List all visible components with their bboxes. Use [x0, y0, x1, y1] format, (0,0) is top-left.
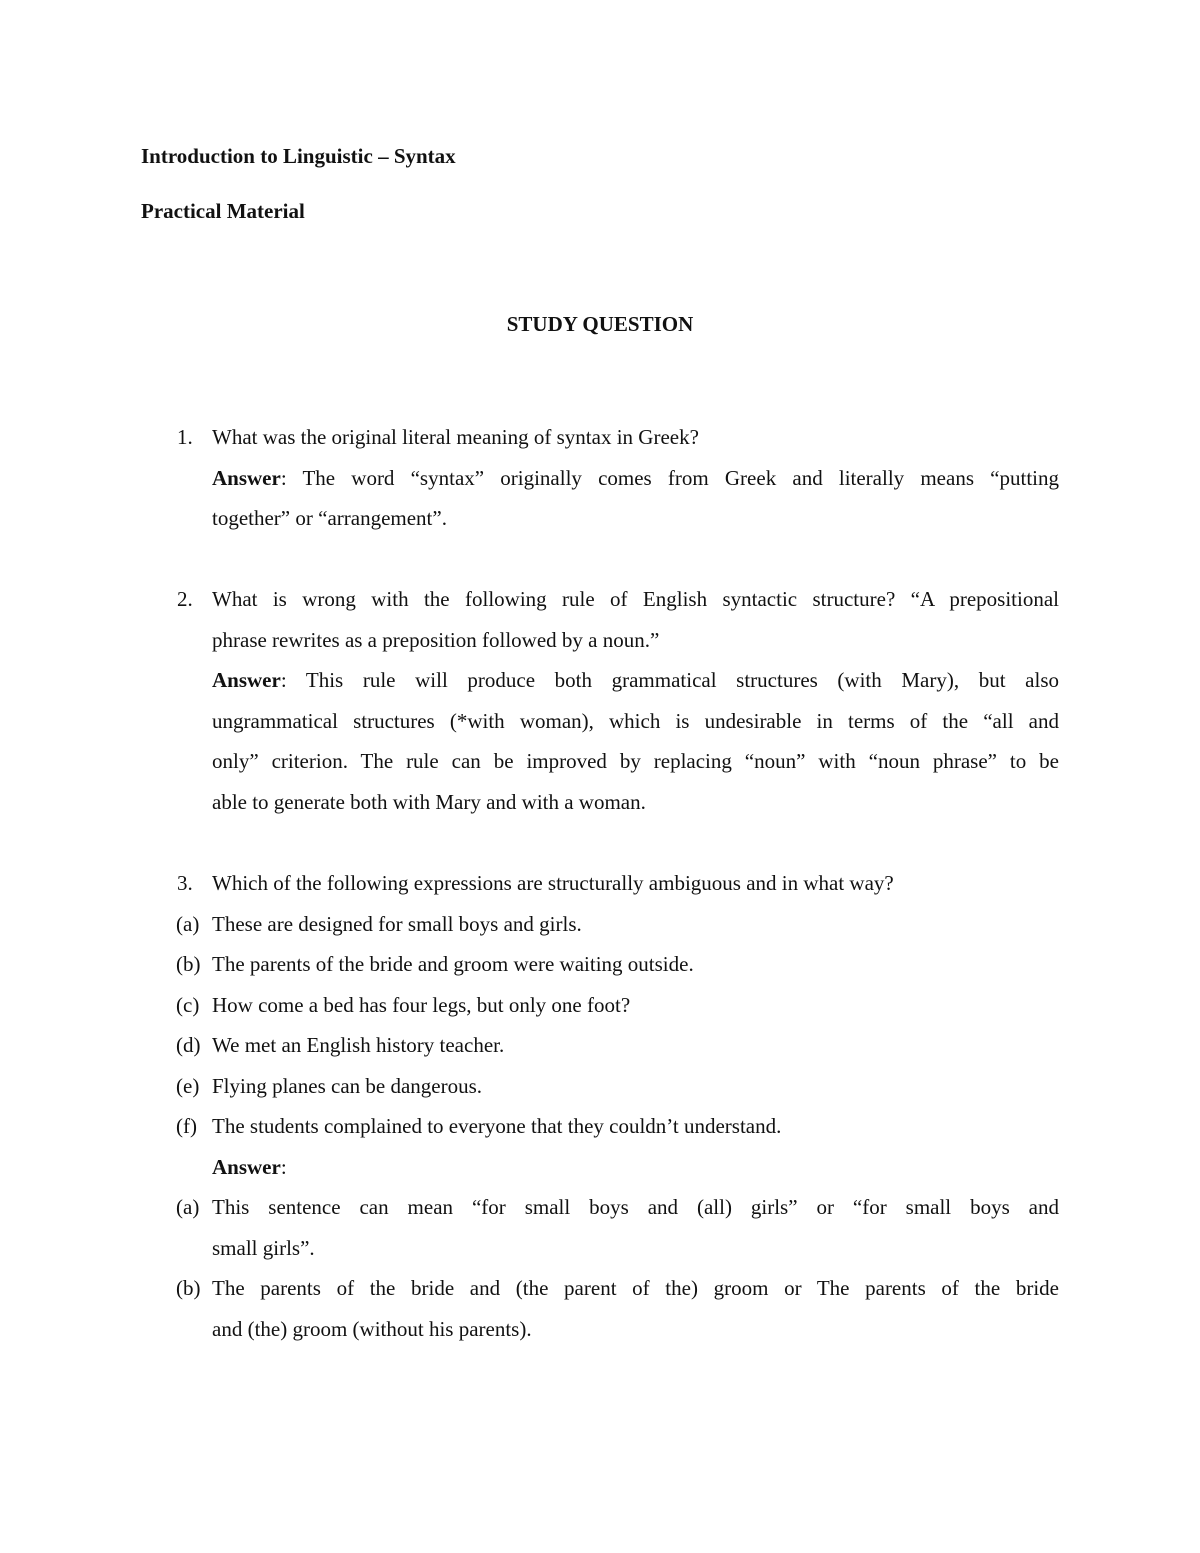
item-text: The parents of the bride and groom were waiting outside.	[212, 952, 694, 976]
question-number: 2.	[177, 587, 193, 611]
answer-line: ungrammatical structures (*with woman), which is undesirable in terms of the “all and	[212, 708, 1059, 733]
question-text: phrase rewrites as a preposition followed by a noun.”	[212, 627, 660, 652]
list-item	[141, 1025, 1059, 1066]
question-body	[212, 417, 1059, 539]
item-text: The students complained to everyone that they couldn’t understand.	[212, 1114, 782, 1138]
answer-line: This sentence can mean “for small boys and (all) girls” or “for small boys and	[212, 1195, 1059, 1219]
item-label: (c)	[176, 992, 200, 1017]
item-text: Flying planes can be dangerous.	[212, 1073, 483, 1098]
item-label: (d)	[176, 1033, 201, 1057]
answer-line: together” or “arrangement”.	[212, 506, 447, 530]
question-number: 3.	[177, 871, 193, 895]
list-item	[141, 1066, 1059, 1107]
item-label: (f)	[176, 1114, 197, 1138]
answer-heading: Answer:	[212, 1154, 287, 1179]
question-text: What was the original literal meaning of syntax in Greek?	[212, 425, 699, 449]
list-item	[141, 985, 1059, 1026]
list-item	[141, 904, 1059, 945]
question-number: 1.	[177, 425, 193, 449]
question-body	[212, 579, 1059, 822]
answer-line: Answer: The word “syntax” originally comes from Greek and literally means “putting	[212, 465, 1059, 490]
answer-item-label: (b)	[176, 1276, 201, 1300]
course-title: Introduction to Linguistic – Syntax	[141, 144, 456, 168]
item-label: (e)	[176, 1073, 200, 1098]
answer-label: Answer	[212, 465, 281, 490]
answer-line: and (the) groom (without his parents).	[212, 1316, 532, 1341]
item-text: We met an English history teacher.	[212, 1033, 505, 1057]
section-title: STUDY QUESTION	[506, 312, 694, 336]
answer-item	[141, 1187, 1059, 1268]
item-label: (b)	[176, 952, 201, 976]
answer-label: Answer	[212, 1154, 281, 1179]
answer-line: small girls”.	[212, 1235, 315, 1260]
question-text: What is wrong with the following rule of English syntactic structure? “A prepositional	[212, 587, 1059, 611]
list-item	[141, 944, 1059, 985]
item-text: How come a bed has four legs, but only one foot?	[212, 992, 631, 1017]
question-text: Which of the following expressions are structurally ambiguous and in what way?	[212, 871, 894, 895]
list-item	[141, 1106, 1059, 1147]
answer-item	[141, 1268, 1059, 1349]
answer-line: able to generate both with Mary and with a woman.	[212, 789, 646, 814]
answer-line: The parents of the bride and (the parent of the) groom or The parents of the bride	[212, 1276, 1059, 1300]
answer-line: Answer: This rule will produce both grammatical structures (with Mary), but also	[212, 668, 1059, 692]
document-subtitle: Practical Material	[141, 199, 305, 223]
answer-label: Answer	[212, 668, 281, 692]
answer-line: only” criterion. The rule can be improved by replacing “noun” with “noun phrase” to be	[212, 749, 1059, 773]
item-text: These are designed for small boys and girls.	[212, 911, 582, 936]
item-label: (a)	[176, 911, 200, 936]
answer-item-label: (a)	[176, 1195, 200, 1219]
question-body	[176, 863, 1059, 1349]
